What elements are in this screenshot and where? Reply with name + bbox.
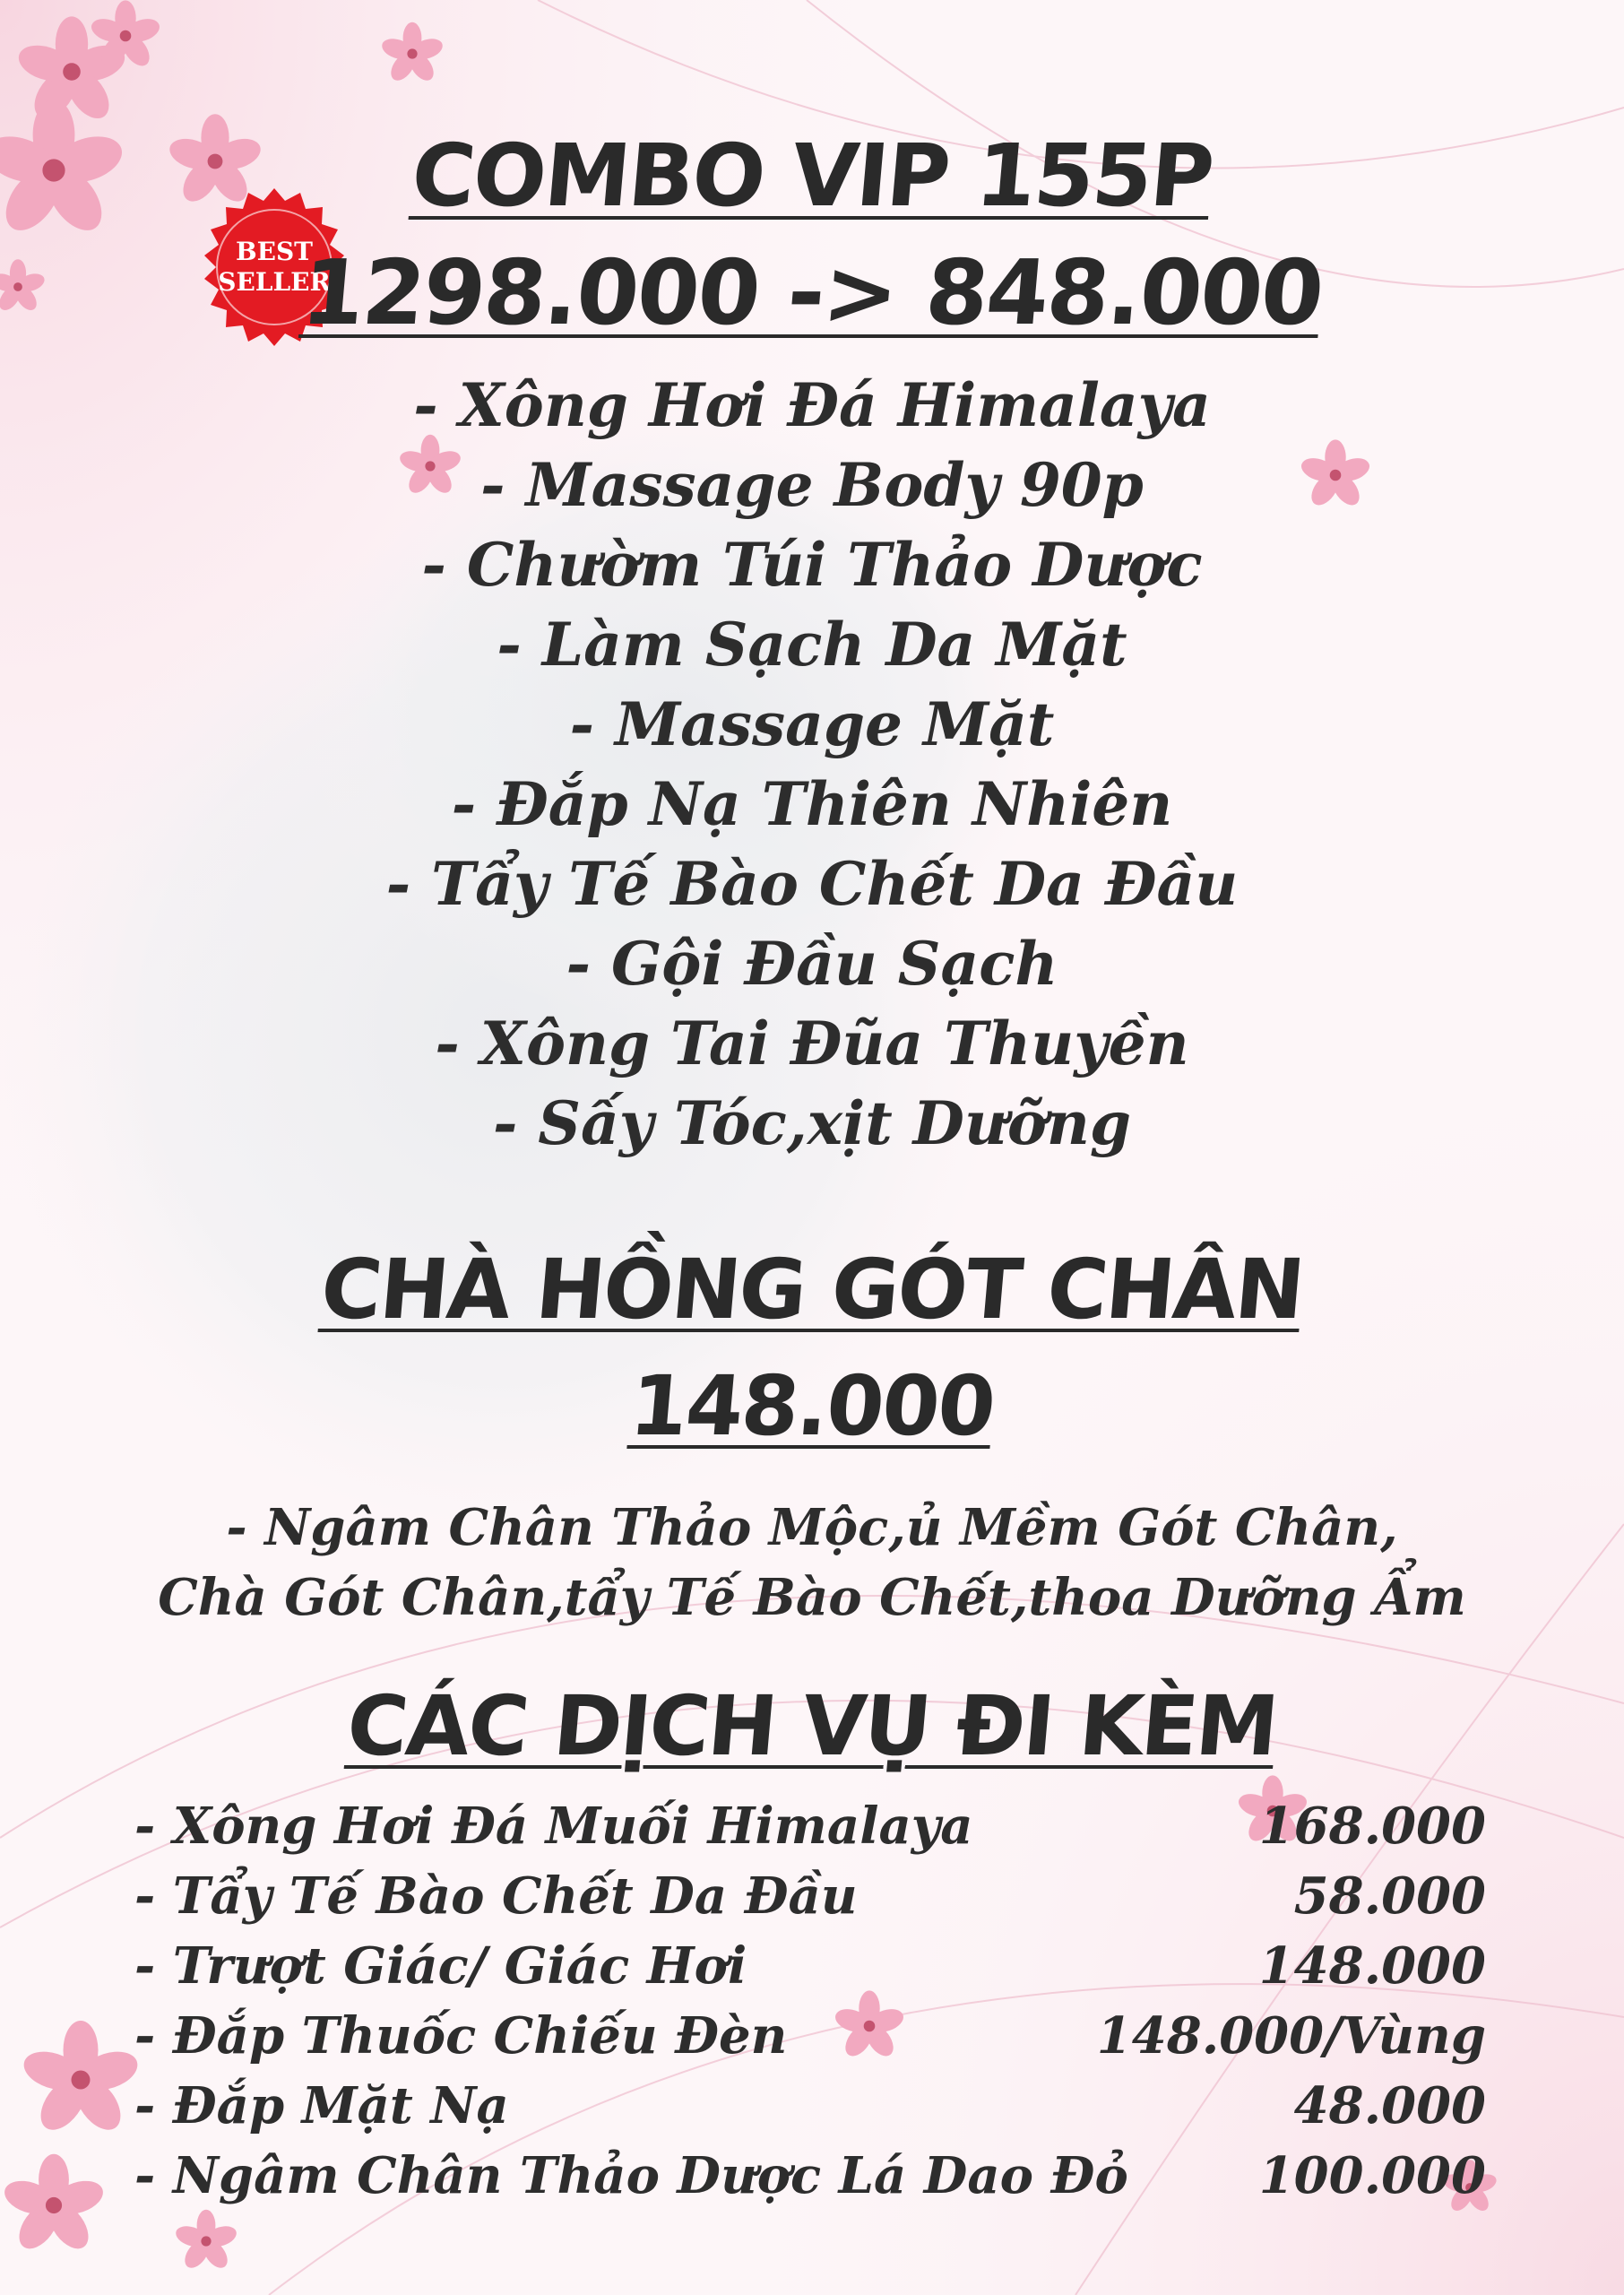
- extra-service-price: 148.000: [1258, 1936, 1486, 1996]
- extra-service-name: - Đắp Thuốc Chiếu Đèn: [134, 2006, 788, 2066]
- list-item: - Xông Tai Đũa Thuyền: [435, 1009, 1189, 1078]
- combo-service-list: [0, 366, 1624, 1164]
- combo-price: 1298.000 -> 848.000: [298, 240, 1326, 345]
- list-item: - Xông Hơi Đá Himalaya: [413, 370, 1211, 440]
- heel-price: 148.000: [626, 1358, 998, 1454]
- list-item: [134, 1931, 1486, 2001]
- list-item: - Massage Mặt: [569, 689, 1055, 759]
- extra-service-name: - Ngâm Chân Thảo Dược Lá Dao Đỏ: [134, 2146, 1128, 2205]
- heel-description: [0, 1493, 1624, 1632]
- list-item: - Đắp Nạ Thiên Nhiên: [451, 769, 1173, 839]
- extras-price-list: [134, 1791, 1486, 2211]
- extra-service-price: 48.000: [1293, 2076, 1486, 2135]
- list-item: [134, 2001, 1486, 2071]
- list-item: - Massage Body 90p: [480, 450, 1144, 520]
- list-item: - Tẩy Tế Bào Chết Da Đầu: [385, 849, 1239, 919]
- extra-service-name: - Trượt Giác/ Giác Hơi: [134, 1936, 747, 1996]
- list-item: [134, 2071, 1486, 2141]
- extra-service-name: - Tẩy Tế Bào Chết Da Đầu: [134, 1866, 858, 1926]
- combo-title: COMBO VIP 155P: [407, 126, 1217, 226]
- extra-service-name: - Đắp Mặt Nạ: [134, 2076, 509, 2135]
- extras-title: CÁC DỊCH VỤ ĐI KÈM: [343, 1678, 1281, 1774]
- list-item: - Gội Đầu Sạch: [566, 929, 1058, 999]
- extra-service-price: 100.000: [1258, 2146, 1486, 2205]
- list-item: [134, 1791, 1486, 1861]
- list-item: - Chườm Túi Thảo Dược: [421, 530, 1203, 600]
- badge-line-1: BEST: [235, 237, 314, 266]
- heel-desc-line-2: Chà Gót Chân,tẩy Tế Bào Chết,thoa Dưỡng Ẩm: [158, 1568, 1466, 1627]
- extra-service-price: 148.000/Vùng: [1096, 2006, 1486, 2066]
- list-item: - Sấy Tóc,xịt Dưỡng: [492, 1088, 1132, 1158]
- list-item: [134, 2141, 1486, 2211]
- heel-title: CHÀ HỒNG GÓT CHÂN: [316, 1242, 1308, 1338]
- extra-service-price: 168.000: [1258, 1797, 1486, 1856]
- heel-desc-line-1: - Ngâm Chân Thảo Mộc,ủ Mềm Gót Chân,: [226, 1498, 1398, 1557]
- extra-service-name: - Xông Hơi Đá Muối Himalaya: [134, 1797, 973, 1856]
- extra-service-price: 58.000: [1293, 1866, 1486, 1926]
- list-item: [134, 1861, 1486, 1931]
- badge-line-2: SELLER: [218, 267, 331, 297]
- list-item: - Làm Sạch Da Mặt: [497, 610, 1127, 680]
